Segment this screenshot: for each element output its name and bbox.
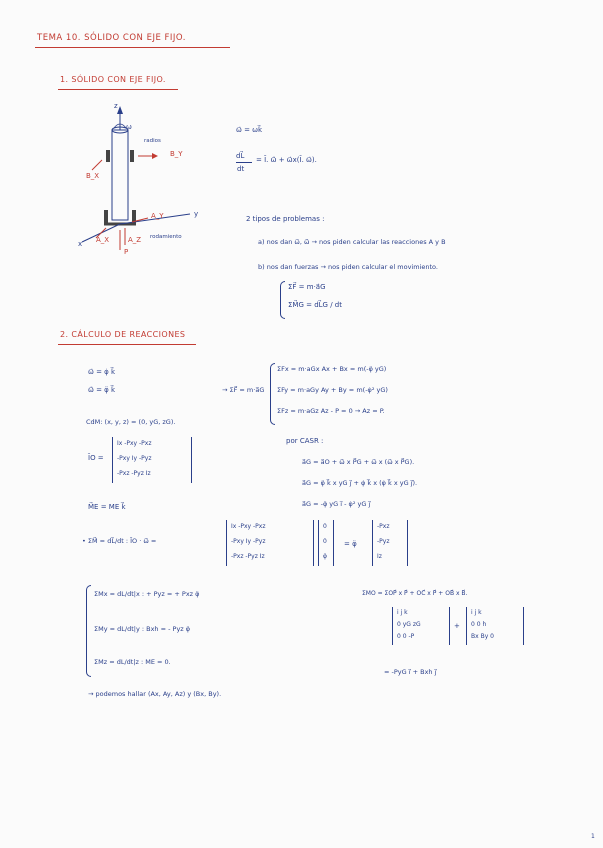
eq-omega: ω⃗ = ωk⃗	[236, 126, 263, 134]
inertia-matrix-2	[226, 520, 314, 566]
fig-label-ay: A_Y	[151, 212, 164, 220]
eq-w2: ω̇⃗ = φ̈ k⃗	[88, 386, 116, 394]
vec-2: 0	[323, 538, 327, 545]
fig-label-rodamiento: rodamiento	[150, 234, 182, 240]
inertia-matrix	[112, 437, 192, 483]
det1-row-1: i j k	[397, 609, 408, 616]
eq-dl-num: dL⃗	[236, 152, 245, 160]
vec-3: φ̈	[323, 553, 327, 560]
system-brace	[280, 281, 285, 319]
system-eq-2: ΣM⃗G = dL⃗G / dt	[288, 301, 342, 309]
det2-row-3: Bx By 0	[471, 633, 494, 640]
moments-brace	[86, 585, 91, 677]
force-eq-y: ΣFy = m·aGy Ay + By = m(-φ̇² yG)	[277, 386, 388, 394]
inertia-row-3: -Pxz -Pyz Iz	[117, 470, 151, 477]
forces-brace	[270, 363, 275, 425]
determinant-1	[392, 607, 450, 645]
moment-origin-eq: ΣMO = ΣOP⃗ x P⃗ + OC⃗ x P⃗ + OB⃗ x B⃗.	[362, 590, 468, 597]
res-2: -Pyz	[377, 538, 390, 545]
result-vector	[372, 520, 408, 566]
inertia2-row-1: Ix -Pxy -Pxz	[231, 523, 266, 530]
inertia2-row-2: -Pxy Iy -Pyz	[231, 538, 266, 545]
determinant-2	[466, 607, 524, 645]
vec-1: 0	[323, 523, 327, 530]
fig-label-az: A_Z	[128, 236, 142, 244]
moment-eq-x: ΣMx = dL/dt|x : + Pyz = + Pxz φ̈	[94, 590, 200, 598]
res-3: Iz	[377, 553, 382, 560]
moment-result: = -PyG i⃗ + Bxh j⃗	[384, 668, 437, 676]
det1-row-2: 0 yG zG	[397, 621, 421, 628]
det-plus: +	[454, 622, 460, 630]
fig-label-radius: radios	[144, 138, 161, 144]
det2-row-1: i j k	[471, 609, 482, 616]
inertia2-row-3: -Pxz -Pyz Iz	[231, 553, 265, 560]
fig-label-ax: A_X	[96, 236, 110, 244]
eq-sum-forces: → ΣF⃗ = m·a⃗G	[222, 386, 265, 394]
problems-heading: 2 tipos de problemas :	[246, 215, 325, 223]
force-eq-z: ΣFz = m·aGz Az - P = 0 → Az = P.	[277, 407, 385, 415]
system-eq-1: ΣF⃗ = m·a⃗G	[288, 283, 326, 291]
problem-b: b) nos dan fuerzas → nos piden calcular el movimiento.	[258, 263, 438, 271]
inertia-row-1: Ix -Pxy -Pxz	[117, 440, 152, 447]
det1-row-3: 0 0 -P	[397, 633, 415, 640]
inertia-row-2: -Pxy Iy -Pyz	[117, 455, 152, 462]
accel-eq-3: a⃗G = -φ̈ yG i⃗ - φ̇² yG j⃗	[302, 500, 371, 508]
inertia-lhs: ĨO =	[88, 454, 104, 462]
eq-dl-fraction-bar	[236, 162, 252, 163]
fig-label-y: y	[194, 210, 199, 218]
eq-me: M⃗E = ME k⃗	[88, 503, 126, 511]
problem-a: a) nos dan ω⃗, ω̇⃗ → nos piden calcular las reacciones A y B	[258, 238, 446, 246]
section-1-underline	[58, 89, 178, 90]
center-of-mass: CdM: (x, y, z) = (0, yG, zG).	[86, 418, 176, 426]
fig-label-by: B_Y	[170, 150, 183, 158]
fig-label-x: x	[78, 240, 83, 248]
fig-label-z: z	[114, 102, 118, 110]
accel-eq-1: a⃗G = a⃗O + ω̇⃗ x P⃗G + ω⃗ x (ω⃗ x P⃗G).	[302, 458, 415, 466]
omega-dot-vector	[318, 520, 334, 566]
eq-dl-den: dt	[237, 165, 245, 173]
eq-w1: ω⃗ = φ̇ k⃗	[88, 368, 116, 376]
det2-row-2: 0 0 h	[471, 621, 487, 628]
force-eq-x: ΣFx = m·aGx Ax + Bx = m(-φ̈ yG)	[277, 365, 387, 373]
fig-label-bx: B_X	[86, 172, 100, 180]
accel-eq-2: a⃗G = φ̈ k⃗ x yG j⃗ + φ̇ k⃗ x (φ̇ k⃗ x yG j⃗).	[302, 479, 418, 487]
page-number: 1	[591, 833, 595, 840]
eq-dl-rhs: = Ĩ. ω̇⃗ + ω⃗x(Ĩ. ω⃗).	[256, 156, 317, 164]
fig-label-omega: ω	[126, 123, 132, 131]
section-2-heading: 2. CÁLCULO DE REACCIONES	[60, 330, 186, 339]
title-underline	[35, 47, 230, 48]
casr-heading: por CASR :	[286, 437, 324, 445]
moment-eq-z: ΣMz = dL/dt|z : ME = 0.	[94, 658, 171, 666]
page-title: TEMA 10. SÓLIDO CON EJE FIJO.	[37, 33, 186, 43]
momentum-eq: • ΣM⃗ = dL⃗/dt : ĨO · ω̇⃗ =	[82, 537, 157, 545]
section-1-heading: 1. SÓLIDO CON EJE FIJO.	[60, 75, 166, 84]
result-eq: = φ̈	[344, 540, 357, 548]
section-2-underline	[58, 344, 196, 345]
fig-label-p: P	[124, 248, 129, 256]
final-conclusion: → podemos hallar (Ax, Ay, Az) y (Bx, By).	[88, 690, 222, 698]
moment-eq-y: ΣMy = dL/dt|y : Bxh = - Pyz φ̈	[94, 625, 191, 633]
res-1: -Pxz	[377, 523, 390, 530]
